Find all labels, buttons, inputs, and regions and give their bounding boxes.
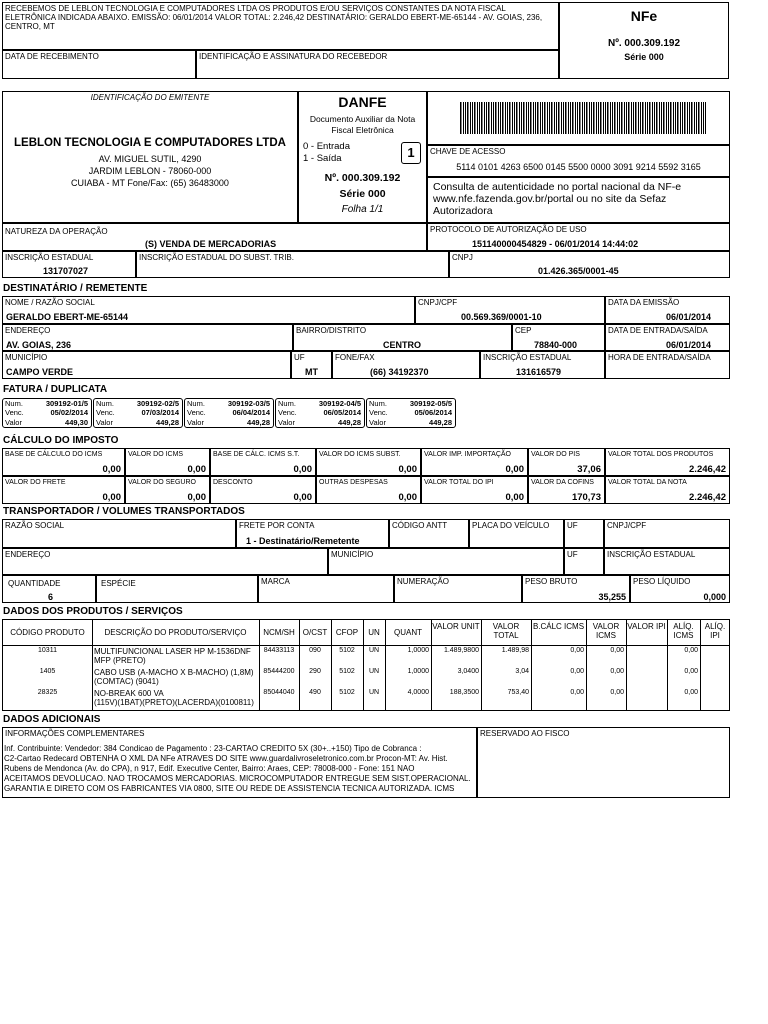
- fatura-title: FATURA / DUPLICATA: [3, 384, 108, 395]
- imposto-label: VALOR DO FRETE: [5, 479, 66, 486]
- danfe-sub1: Documento Auxiliar da Nota: [309, 114, 416, 124]
- imposto-field: [125, 448, 210, 476]
- dest-hora-field: HORA DE ENTRADA/SAÍDA: [605, 351, 730, 379]
- produto-cst: 090: [309, 647, 321, 654]
- consulta-box: [427, 177, 730, 223]
- duplicata-num: 309192-03/5: [227, 399, 270, 408]
- danfe-box: [298, 91, 427, 223]
- produtos-header: O/CST: [302, 628, 328, 637]
- danfe-tipo-box: 1: [401, 142, 421, 164]
- produto-ncm: 85044040: [263, 689, 295, 696]
- produto-ncm: 84433113: [263, 647, 295, 654]
- imposto-label: VALOR TOTAL DOS PRODUTOS: [608, 451, 714, 458]
- produto-qtd: 1,0000: [407, 647, 429, 654]
- duplicata-valor-label: Valor: [278, 418, 295, 427]
- imposto-label: BASE DE CÁLC. ICMS S.T.: [213, 451, 300, 458]
- emitente-label: IDENTIFICAÇÃO DO EMITENTE: [90, 93, 210, 102]
- imposto-value: 0,00: [505, 492, 524, 503]
- produto-vunit: 3,0400: [457, 668, 479, 675]
- duplicata-card: [93, 398, 183, 428]
- imposto-value: 0,00: [398, 492, 417, 503]
- transp-razao-field: RAZÃO SOCIAL: [2, 519, 236, 548]
- danfe-serie: Série 000: [339, 188, 386, 200]
- danfe-numero: Nº. 000.309.192: [324, 172, 401, 184]
- duplicata-valor: 449,28: [247, 418, 270, 427]
- emitente-bairro: JARDIM LEBLON - 78060-000: [88, 166, 212, 176]
- duplicata-card: [366, 398, 456, 428]
- imposto-value: 0,00: [102, 464, 121, 475]
- imposto-value: 0,00: [187, 492, 206, 503]
- transp-end-field: ENDEREÇO: [2, 548, 328, 575]
- dest-fone-field: FONE/FAX (66) 34192370: [332, 351, 480, 379]
- produtos-col-line: [431, 620, 432, 710]
- transp-placa-field: PLACA DO VEÍCULO: [469, 519, 564, 548]
- imposto-value: 0,00: [293, 464, 312, 475]
- imposto-value: 2.246,42: [689, 492, 726, 503]
- imposto-label: VALOR DO ICMS SUBST.: [319, 451, 401, 458]
- fisco-box: RESERVADO AO FISCO: [477, 727, 730, 798]
- imposto-field: [316, 448, 421, 476]
- transp-cnpj-field: CNPJ/CPF: [604, 519, 730, 548]
- produto-desc2: (COMTAC) (9041): [94, 677, 159, 686]
- produto-cst: 290: [309, 668, 321, 675]
- dest-title: DESTINATÁRIO / REMETENTE: [3, 283, 148, 294]
- cnpj-emit-field: CNPJ 01.426.365/0001-45: [449, 251, 730, 278]
- produto-bc: 0,00: [570, 647, 584, 654]
- imposto-label: BASE DE CÁLCULO DO ICMS: [5, 451, 103, 458]
- transp-especie-field: ESPÉCIE: [96, 575, 258, 603]
- produto-cfop: 5102: [339, 689, 355, 696]
- transp-ie-field: INSCRIÇÃO ESTADUAL: [604, 548, 730, 575]
- duplicata-venc-label: Venc.: [278, 408, 297, 417]
- info-line: ACEITAMOS DEVOLUCAO. NAO TROCAMOS MERCADORIAS. MICROCOMPUTADOR ENTREGUE SEM SIST.OPERACIONAL.: [4, 774, 471, 783]
- duplicata-num-label: Num.: [278, 399, 296, 408]
- dest-nome-field: NOME / RAZÃO SOCIAL GERALDO EBERT-ME-65144: [2, 296, 415, 324]
- produto-un: UN: [368, 689, 380, 696]
- imposto-field: [210, 448, 316, 476]
- produtos-table: [2, 619, 730, 711]
- barcode-box: [427, 91, 730, 145]
- imposto-field: [605, 476, 730, 504]
- produtos-header: VALOR TOTAL: [492, 622, 520, 640]
- produto-vicms: 0,00: [610, 689, 624, 696]
- chave-label: CHAVE DE ACESSO: [430, 147, 506, 156]
- duplicata-card: [184, 398, 274, 428]
- duplicata-venc-label: Venc.: [96, 408, 115, 417]
- danfe-saida: 1 - Saída: [303, 153, 342, 164]
- duplicata-num-label: Num.: [5, 399, 23, 408]
- imposto-value: 0,00: [102, 492, 121, 503]
- emitente-box: [2, 91, 298, 223]
- produto-cfop: 5102: [339, 668, 355, 675]
- danfe-folha: Folha 1/1: [341, 204, 384, 215]
- produtos-header: DESCRIÇÃO DO PRODUTO/SERVIÇO: [104, 628, 247, 637]
- produto-desc2: (115V)(1BAT)(PRETO)(LACERDA)(0100811): [94, 698, 254, 707]
- produto-qtd: 1,0000: [407, 668, 429, 675]
- duplicata-venc-label: Venc.: [187, 408, 206, 417]
- produto-vicms: 0,00: [610, 668, 624, 675]
- duplicata-num: 309192-01/5: [45, 399, 88, 408]
- duplicata-venc: 06/05/2014: [323, 408, 361, 417]
- canhoto-date-field[interactable]: DATA DE RECEBIMENTO: [2, 50, 196, 79]
- duplicata-valor: 449,28: [338, 418, 361, 427]
- ie-value: 131707027: [43, 266, 89, 276]
- canhoto-nfe-box: [559, 2, 729, 79]
- danfe-sub2: Fiscal Eletrônica: [331, 125, 394, 135]
- imposto-field: [210, 476, 316, 504]
- emitente-address: AV. MIGUEL SUTIL, 4290: [98, 154, 202, 164]
- duplicata-venc: 05/06/2014: [414, 408, 452, 417]
- produto-vtot: 3,04: [515, 668, 529, 675]
- produto-vtot: 753,40: [507, 689, 529, 696]
- natureza-value: (S) VENDA DE MERCADORIAS: [145, 239, 277, 249]
- imposto-value: 0,00: [398, 464, 417, 475]
- info-line: GARANTIA E DIRETO COM OS FABRICANTES VIA 0800, SITE OU REDE DE ASSISTENCIA TECNICA AUTORIZADA. ICMS: [4, 784, 455, 793]
- duplicata-num: 309192-05/5: [409, 399, 452, 408]
- duplicata-num-label: Num.: [187, 399, 205, 408]
- produtos-header: UN: [368, 628, 380, 637]
- produtos-header: B.CÁLC ICMS: [532, 622, 585, 631]
- produto-cfop: 5102: [339, 647, 355, 654]
- imposto-value: 0,00: [187, 464, 206, 475]
- info-complementares-box: INFORMAÇÕES COMPLEMENTARES Inf. Contribuinte: Vendedor: 384 Condicao de Pagamento : 23-CARTAO CREDITO 5X (30+..+150) Tipo de Cobranca : C2-Cartao Redecard OBTENHA O XML DA NFe ATRAVES DO SITE www.guardalivroseletronico.com.br Procon-MT: Av. Hist. Rubens de Mendonca (Av. do CPA), n 917, Edif. Executive Center, Bairro: Araes, CEP: 78008-000 - Fone: 151 NAO ACEITAMOS DEVOLUCAO. NAO TROCAMOS MERCADORIAS. MICROCOMPUTADOR ENTREGUE SEM SIST.OPERACIONAL. GARANTIA E DIRETO COM OS FABRICANTES VIA 0800, SITE OU REDE DE ASSISTENCIA TECNICA AUTORIZADA. ICMS: [2, 727, 477, 798]
- transp-mun-field: MUNICÍPIO: [328, 548, 564, 575]
- dest-bairro-field: BAIRRO/DISTRITO CENTRO: [293, 324, 512, 351]
- dest-cep-field: CEP 78840-000: [512, 324, 605, 351]
- duplicata-num: 309192-04/5: [318, 399, 361, 408]
- emitente-city: CUIABA - MT Fone/Fax: (65) 36483000: [71, 178, 229, 188]
- adic-title: DADOS ADICIONAIS: [3, 714, 101, 725]
- produtos-header: NCM/SH: [263, 628, 295, 637]
- transp-marca-field: MARCA: [258, 575, 394, 603]
- produto-cod: 1405: [39, 668, 56, 675]
- duplicata-valor: 449,28: [429, 418, 452, 427]
- dest-emissao-field: DATA DA EMISSÃO 06/01/2014: [605, 296, 730, 324]
- imposto-label: VALOR IMP. IMPORTAÇÃO: [424, 451, 512, 458]
- produto-aicms: 0,00: [684, 668, 698, 675]
- imposto-field: [316, 476, 421, 504]
- duplicata-num-label: Num.: [96, 399, 114, 408]
- duplicata-valor: 449,28: [156, 418, 179, 427]
- produto-aicms: 0,00: [684, 647, 698, 654]
- produto-desc1: CABO USB (A-MACHO X B-MACHO) (1,8M): [94, 668, 254, 677]
- dest-entrada-field: DATA DE ENTRADA/SAÍDA 06/01/2014: [605, 324, 730, 351]
- produto-cod: 10311: [38, 647, 57, 654]
- duplicata-venc: 06/04/2014: [232, 408, 270, 417]
- barcode-image: [460, 102, 706, 134]
- produto-cst: 490: [309, 689, 321, 696]
- imposto-label: DESCONTO: [213, 479, 253, 486]
- transp-peso-liquido-field: PESO LÍQUIDO 0,000: [630, 575, 730, 603]
- duplicata-venc: 05/02/2014: [50, 408, 88, 417]
- produto-cod: 28325: [37, 689, 58, 696]
- produto-aicms: 0,00: [684, 689, 698, 696]
- imposto-field: [421, 448, 528, 476]
- produto-desc1: MULTIFUNCIONAL LASER HP M-1536DNF: [94, 647, 251, 656]
- dest-cnpj-field: CNPJ/CPF 00.569.369/0001-10: [415, 296, 605, 324]
- info-line: Rubens de Mendonca (Av. do CPA), n 917, Edif. Executive Center, Bairro: Araes, CEP: 78008-000 - Fone: 151 NAO: [4, 764, 415, 773]
- info-complementares-text: [4, 744, 476, 798]
- imposto-title: CÁLCULO DO IMPOSTO: [3, 435, 119, 446]
- canhoto-numero: Nº. 000.309.192: [607, 38, 681, 49]
- imposto-field: [421, 476, 528, 504]
- imposto-field: [2, 448, 125, 476]
- imposto-value: 170,73: [571, 492, 601, 503]
- imposto-label: VALOR DO ICMS: [128, 451, 184, 458]
- imposto-value: 0,00: [505, 464, 524, 475]
- imposto-field: [2, 476, 125, 504]
- produto-desc2: MFP (PRETO): [94, 656, 146, 665]
- ie-field: INSCRIÇÃO ESTADUAL 131707027: [2, 251, 136, 278]
- produtos-header: VALOR UNIT: [432, 622, 480, 631]
- canhoto-box: [2, 2, 559, 50]
- transp-numeracao-field: NUMERAÇÃO: [394, 575, 522, 603]
- protocolo-value: 151140000454829 - 06/01/2014 14:44:02: [472, 239, 639, 249]
- duplicata-card: [2, 398, 92, 428]
- produto-bc: 0,00: [570, 668, 584, 675]
- duplicata-venc-label: Venc.: [5, 408, 24, 417]
- duplicata-valor: 449,30: [65, 418, 88, 427]
- imposto-label: OUTRAS DESPESAS: [319, 479, 388, 486]
- produto-vtot: 1.489,98: [501, 647, 529, 654]
- dest-ie-field: INSCRIÇÃO ESTADUAL 131616579: [480, 351, 605, 379]
- imposto-field: [605, 448, 730, 476]
- imposto-label: VALOR DO SEGURO: [128, 479, 196, 486]
- produto-un: UN: [368, 647, 380, 654]
- protocolo-field: PROTOCOLO DE AUTORIZAÇÃO DE USO 151140000454829 - 06/01/2014 14:44:02: [427, 223, 730, 251]
- emitente-name: LEBLON TECNOLOGIA E COMPUTADORES LTDA: [14, 137, 286, 149]
- dest-end-field: ENDEREÇO AV. GOIAS, 236: [2, 324, 293, 351]
- produtos-header: ALÍQ. IPI: [704, 622, 726, 640]
- produtos-header: VALOR ICMS: [592, 622, 620, 640]
- duplicata-venc: 07/03/2014: [141, 408, 179, 417]
- imposto-field: [125, 476, 210, 504]
- produtos-header: CFOP: [335, 628, 359, 637]
- canhoto-serie: Série 000: [624, 52, 664, 62]
- produtos-title: DADOS DOS PRODUTOS / SERVIÇOS: [3, 606, 183, 617]
- transp-uf-field: UF: [564, 519, 604, 548]
- imposto-field: [528, 476, 605, 504]
- danfe-title: DANFE: [338, 94, 387, 110]
- transp-peso-bruto-field: PESO BRUTO 35,255: [522, 575, 630, 603]
- imposto-value: 37,06: [577, 464, 601, 475]
- nfe-title: NFe: [630, 8, 658, 24]
- canhoto-sign-field[interactable]: IDENTIFICAÇÃO E ASSINATURA DO RECEBEDOR: [196, 50, 559, 79]
- produto-vicms: 0,00: [610, 647, 624, 654]
- duplicata-num: 309192-02/5: [136, 399, 179, 408]
- imposto-field: [528, 448, 605, 476]
- transp-title: TRANSPORTADOR / VOLUMES TRANSPORTADOS: [3, 506, 245, 517]
- duplicata-valor-label: Valor: [187, 418, 204, 427]
- duplicata-num-label: Num.: [369, 399, 387, 408]
- produtos-header: CÓDIGO PRODUTO: [10, 628, 85, 637]
- produtos-header: ALÍQ. ICMS: [673, 622, 694, 640]
- produtos-col-line: [531, 620, 532, 710]
- canhoto-text: RECEBEMOS DE LEBLON TECNOLOGIA E COMPUTADORES LTDA OS PRODUTOS E/OU SERVIÇOS CONSTANTES DA NOTA FISCAL ELETRÔNICA INDICADA ABAIXO. EMISSÃO: 06/01/2014 VALOR TOTAL: 2.246,42 DESTINATÁRIO: GERALDO EBERT-ME-65144 - AV. GOIAS, 236, CENTRO, MT: [5, 4, 543, 31]
- transp-antt-field: CÓDIGO ANTT: [389, 519, 469, 548]
- produtos-header-line: [3, 645, 729, 646]
- duplicata-valor-label: Valor: [369, 418, 386, 427]
- produto-qtd: 4,0000: [407, 689, 429, 696]
- produto-ncm: 85444200: [263, 668, 295, 675]
- imposto-value: 0,00: [293, 492, 312, 503]
- transp-frete-field: FRETE POR CONTA 1 - Destinatário/Remetente: [236, 519, 389, 548]
- transp-uf2-field: UF: [564, 548, 604, 575]
- produtos-header: QUANT: [394, 628, 422, 637]
- info-line: Inf. Contribuinte: Vendedor: 384 Condicao de Pagamento : 23-CARTAO CREDITO 5X (30+..+150) Tipo de Cobranca :: [4, 744, 422, 753]
- produtos-header: VALOR IPI: [627, 622, 666, 631]
- produto-bc: 0,00: [570, 689, 584, 696]
- dest-mun-field: MUNICÍPIO CAMPO VERDE: [2, 351, 291, 379]
- imposto-label: VALOR DA COFINS: [531, 479, 594, 486]
- duplicata-valor-label: Valor: [96, 418, 113, 427]
- transp-qtd-field: QUANTIDADE 6: [2, 575, 96, 603]
- natureza-field: NATUREZA DA OPERAÇÃO (S) VENDA DE MERCADORIAS: [2, 223, 427, 251]
- imposto-label: VALOR TOTAL DA NOTA: [608, 479, 687, 486]
- produto-desc1: NO-BREAK 600 VA: [94, 689, 164, 698]
- duplicata-valor-label: Valor: [5, 418, 22, 427]
- info-line: C2-Cartao Redecard OBTENHA O XML DA NFe ATRAVES DO SITE www.guardalivroseletronico.com.br Procon-MT: Av. Hist.: [4, 754, 448, 763]
- imposto-label: VALOR TOTAL DO IPI: [424, 479, 494, 486]
- danfe-entrada: 0 - Entrada: [303, 141, 350, 152]
- ie-st-field: INSCRIÇÃO ESTADUAL DO SUBST. TRIB.: [136, 251, 449, 278]
- dest-uf-field: UF MT: [291, 351, 332, 379]
- chave-value: 5114 0101 4263 6500 0145 5500 0000 3091 9214 5592 3165: [456, 162, 701, 172]
- chave-box: [427, 145, 730, 177]
- imposto-label: VALOR DO PIS: [531, 451, 580, 458]
- produtos-col-line: [626, 620, 627, 710]
- duplicata-card: [275, 398, 365, 428]
- produto-un: UN: [368, 668, 380, 675]
- produto-vunit: 188,3500: [449, 689, 479, 696]
- produto-vunit: 1.489,9800: [443, 647, 479, 654]
- consulta-text: Consulta de autenticidade no portal nacional da NF-e www.nfe.fazenda.gov.br/portal ou no site da Sefaz Autorizadora: [433, 181, 682, 217]
- cnpj-emit-value: 01.426.365/0001-45: [538, 266, 619, 276]
- imposto-value: 2.246,42: [689, 464, 726, 475]
- duplicata-venc-label: Venc.: [369, 408, 388, 417]
